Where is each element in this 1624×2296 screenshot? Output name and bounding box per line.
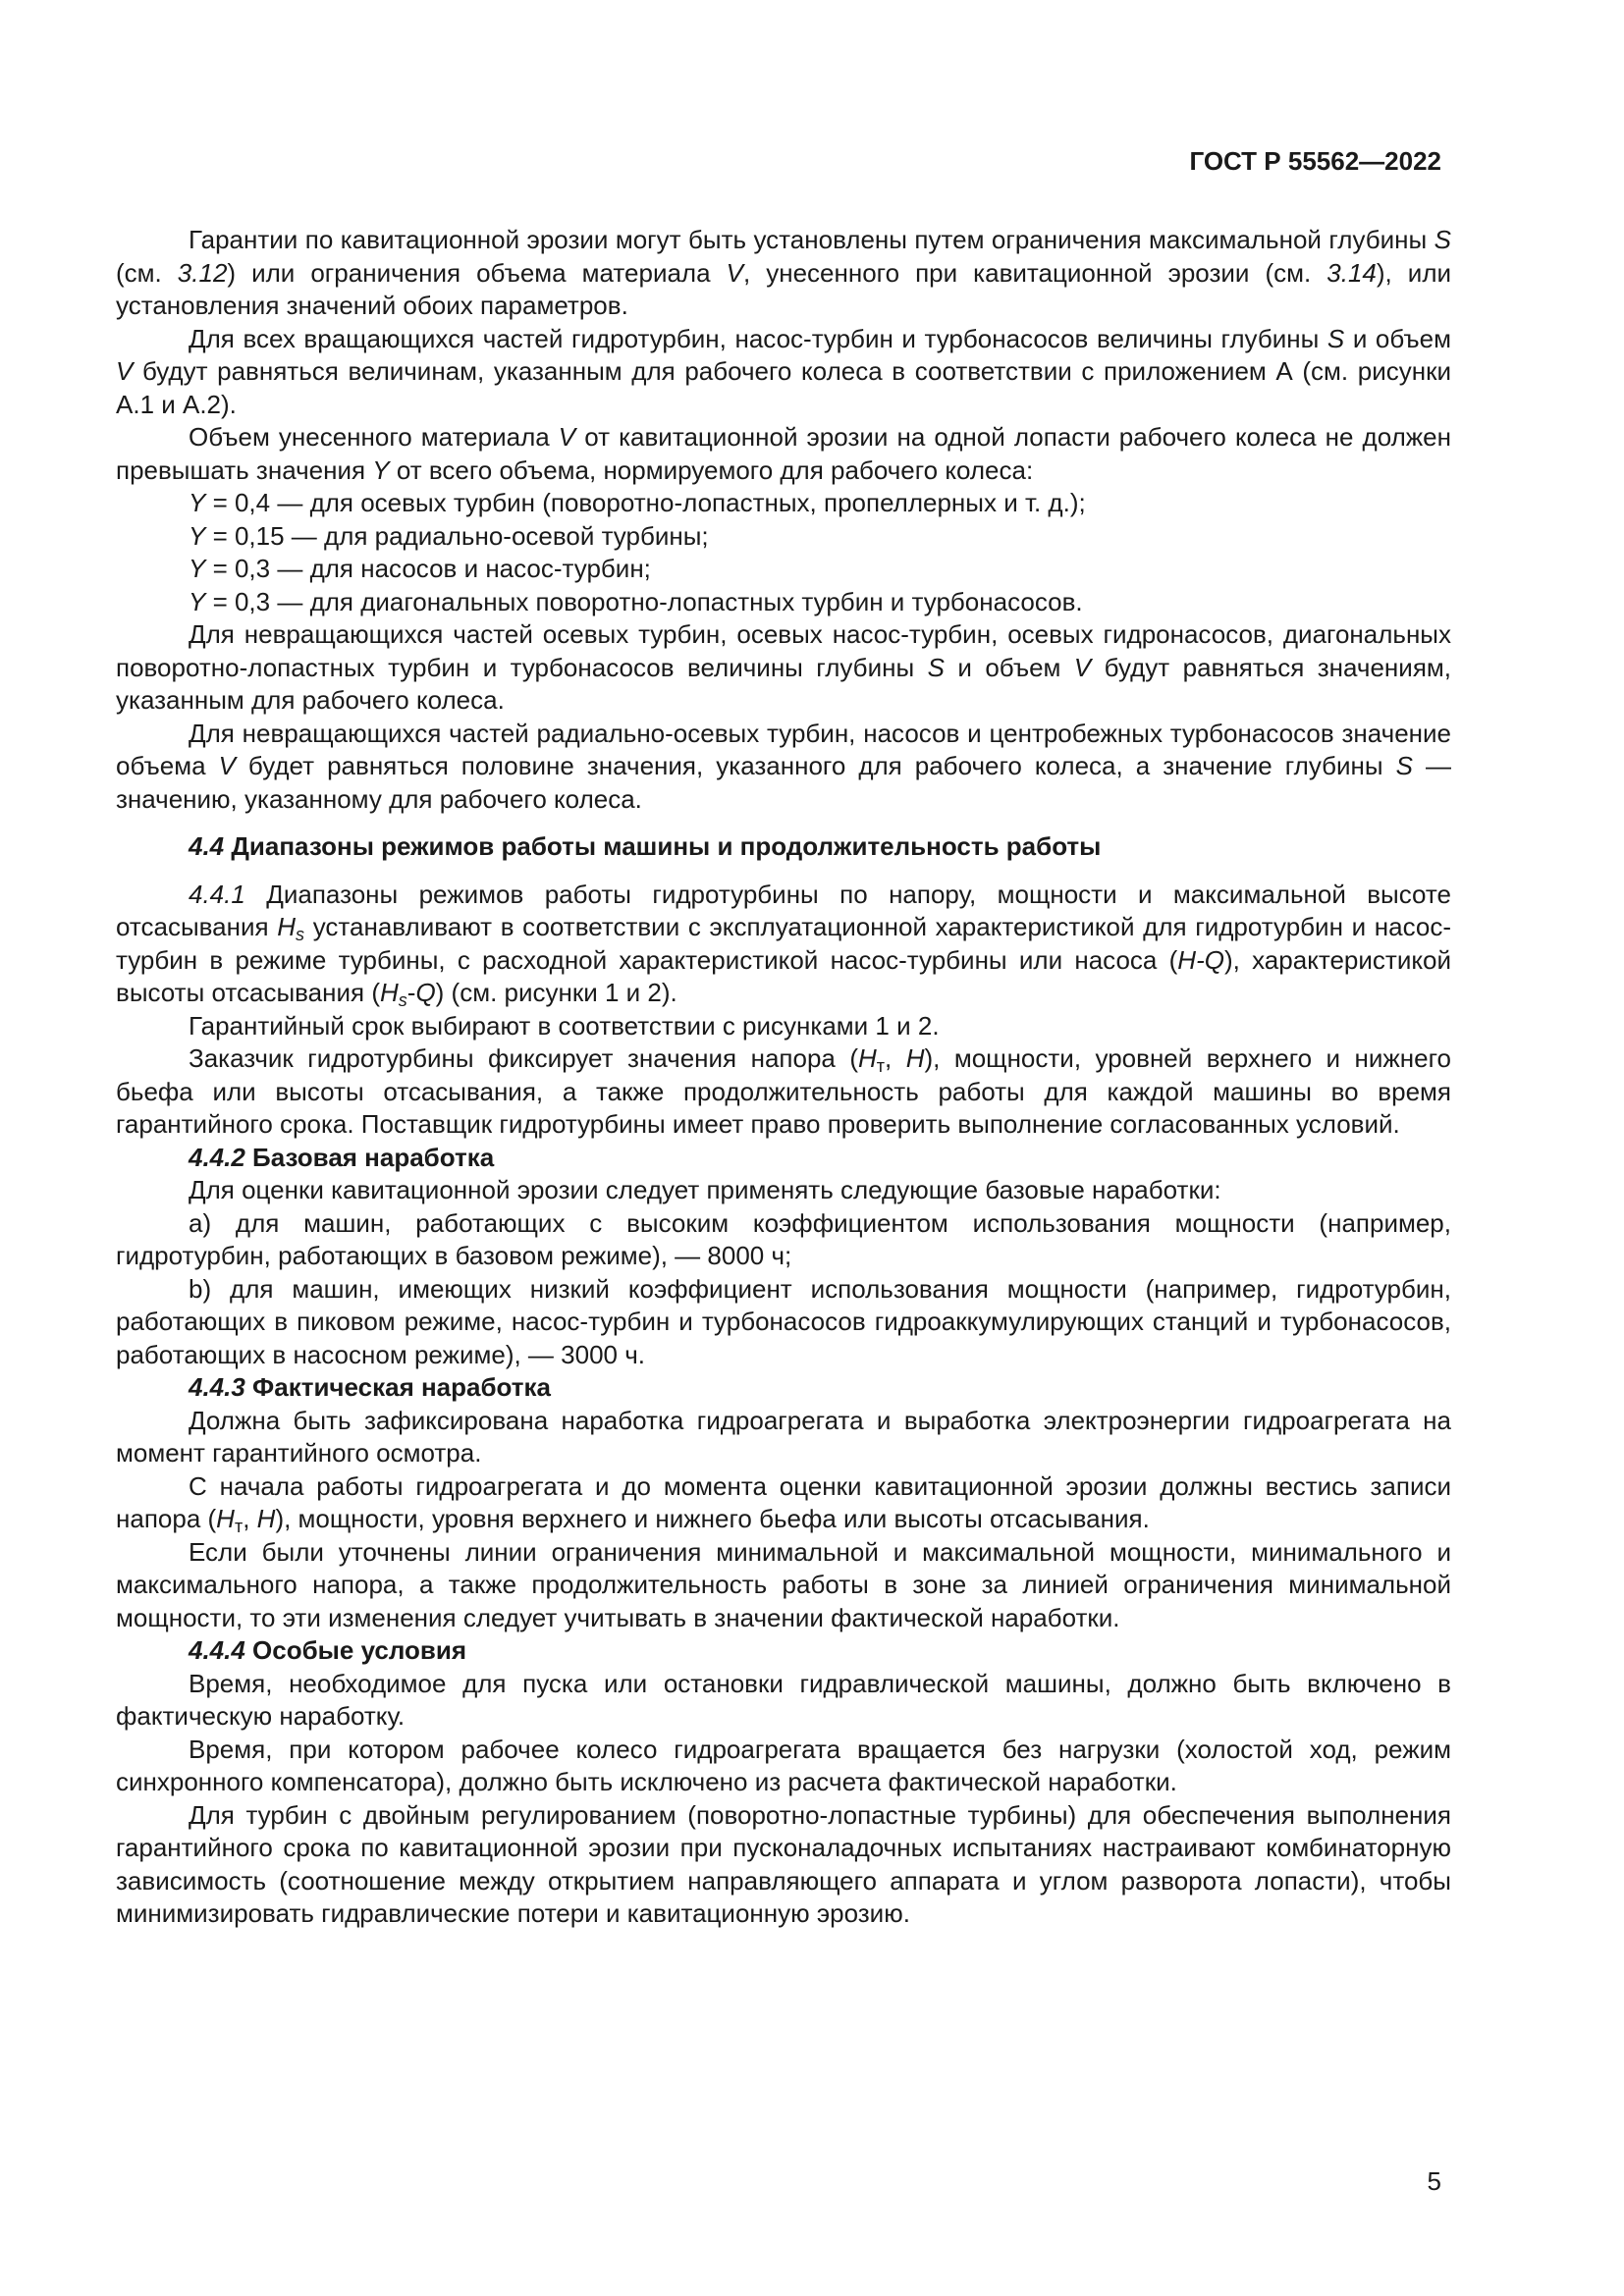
list-item-a: a) для машин, работающих с высоким коэффициентом использования мощности (например, гидротурбин, работающих в базовом режиме), — 8000 ч; [116,1207,1451,1270]
variable-s: S [1326,323,1345,353]
text-run: будут равняться значениям, указанным для рабочего колеса. [116,652,1451,715]
variable-v: V [1073,652,1092,682]
section-heading-4-4 [116,830,1451,864]
section-title: Диапазоны режимов работы машины и продолжительность работы [224,831,1102,861]
text-run: = 0,4 — для осевых турбин (поворотно-лопастных, пропеллерных и т. д.); [205,488,1086,517]
paragraph-limit-lines: Если были уточнены линии ограничения минимальной и максимальной мощности, минимального и максимального напора, а также продолжительность работы в зоне за линией ограничения минимальной мощности, то эти изменения следует учитывать в значении фактической наработки. [116,1536,1451,1632]
clause-reference: 3.12 [177,257,228,288]
text-run: = 0,3 — для диагональных поворотно-лопастных турбин и турбонасосов. [205,586,1083,616]
text-run: Заказчик гидротурбины фиксирует значения напора ( [189,1043,858,1073]
paragraph-erosion-guarantees [116,224,1451,323]
variable-s: S [927,652,945,682]
variable-y: Y [189,586,206,616]
text-run: будет равняться половине значения, указанного для рабочего колеса, а значение глубины [235,751,1396,780]
text-run: , [243,1504,257,1533]
paragraph-head-records [116,1470,1451,1536]
clause-reference: 3.14 [1326,257,1377,288]
text-run: - [406,978,416,1007]
subscript-s: s [398,990,407,1010]
paragraph-4-4-1 [116,879,1451,1010]
text-run: , унесенного при кавитационной эрозии (см. [742,257,1327,288]
text-run: от кавитационной эрозии на одной лопасти рабочего колеса не должен превышать значения [116,422,1452,485]
text-run: ), мощности, уровней верхнего и нижнего бьефа или высоты отсасывания, а также продолжительность работы для каждой машины во время гарантийного срока. Поставщик гидротурбины имеет право проверить выполнение согласованных условий. [116,1043,1451,1139]
text-run: ), или установления значений обоих параметров. [116,257,1452,320]
text-run: Для невращающихся частей радиально-осевых турбин, насосов и центробежных турбонасосов значение объема [116,718,1451,780]
text-run: Для всех вращающихся частей гидротурбин, насос-турбин и турбонасосов величины глубины [189,323,1327,353]
variable-v: V [116,356,134,386]
section-number: 4.4 [189,831,225,861]
text-run: Объем унесенного материала [189,422,559,452]
text-run: = 0,3 — для насосов и насос-турбин; [205,554,651,583]
text-run: Гарантии по кавитационной эрозии могут быть установлены путем ограничения максимальной глубины [189,225,1435,254]
variable-h: H [905,1043,925,1073]
text-run: — значению, указанному для рабочего колеса. [116,751,1451,814]
paragraph-volume-limit [116,421,1451,487]
variable-y: Y [189,554,206,583]
variable-s: S [1434,225,1451,254]
clause-number: 4.4.2 [189,1142,245,1172]
y-value-item [116,553,1451,586]
text-run: ), характеристикой высоты отсасывания ( [116,944,1451,1007]
y-value-item [116,586,1451,619]
text-run: и объем [1344,323,1451,353]
variable-q: Q [415,978,436,1007]
text-run: от всего объема, нормируемого для рабочего колеса: [389,454,1034,485]
text-run: Диапазоны режимов работы гидротурбины по напору, мощности и максимальной высоте отсасывания [116,879,1451,941]
variable-y: Y [189,488,206,517]
text-run: ) или ограничения объема материала [227,257,727,288]
paragraph-base-hours-intro: Для оценки кавитационной эрозии следует применять следующие базовые наработки: [189,1175,1221,1204]
y-value-item [116,487,1451,520]
text-run: = 0,15 — для радиально-осевой турбины; [205,520,709,551]
text-run: ), мощности, уровня верхнего и нижнего бьефа или высоты отсасывания. [275,1504,1150,1533]
subscript-s: s [296,925,305,944]
text-run: Для невращающихся частей осевых турбин, осевых насос-турбин, осевых гидронасосов, диагональных поворотно-лопастных турбин и турбонасосов величины глубины [116,619,1451,682]
text-run: (см. [116,257,178,288]
subsection-title: Фактическая наработка [244,1372,551,1402]
paragraph-start-stop-time: Время, необходимое для пуска или остановки гидравлической машины, должно быть включено в фактическую наработку. [116,1668,1451,1731]
paragraph-recorded-hours: Должна быть зафиксирована наработка гидроагрегата и выработка электроэнергии гидроагрегата на момент гарантийного осмотра. [116,1405,1451,1468]
variable-h: H [216,1504,235,1533]
text-run: и объем [944,652,1074,682]
paragraph-double-regulation: Для турбин с двойным регулированием (поворотно-лопастные турбины) для обеспечения выполнения гарантийного срока по кавитационной эрозии при пусконаладочных испытаниях настраивают комбинаторную зависимость (соотношение между открытием направляющего аппарата и углом разворота лопасти), чтобы минимизировать гидравлические потери и кавитационную эрозию. [116,1799,1451,1928]
document-body [116,224,1451,1931]
clause-number: 4.4.3 [189,1372,245,1402]
variable-s: S [1395,751,1413,780]
variable-v: V [218,751,236,780]
subscript-t: т [234,1517,244,1536]
standard-header: ГОСТ Р 55562—2022 [1189,146,1441,176]
subsection-heading-4-4-3 [116,1371,1451,1405]
variable-v: V [726,257,743,288]
variable-y: Y [189,520,206,551]
paragraph-nonrotating-axial [116,618,1451,718]
subsection-title: Особые условия [244,1635,467,1665]
subsection-title: Базовая наработка [244,1142,495,1172]
subsection-heading-4-4-2 [116,1142,1451,1175]
clause-number: 4.4.1 [189,879,245,909]
subscript-t: т [876,1056,886,1076]
variable-h-q: H-Q [1177,944,1224,975]
text-run: устанавливают в соответствии с эксплуатационной характеристикой для гидротурбин и насос-турбин в режиме турбины, с расходной характеристикой насос-турбины или насоса ( [116,912,1451,975]
text-run: С начала работы гидроагрегата и до момента оценки кавитационной эрозии должны вестись записи напора ( [116,1470,1451,1533]
paragraph-no-load-time: Время, при котором рабочее колесо гидроагрегата вращается без нагрузки (холостой ход, режим синхронного компенсатора), должно быть исключено из расчета фактической наработки. [116,1734,1451,1796]
variable-h: H [277,912,297,941]
paragraph-warranty-period: Гарантийный срок выбирают в соответствии с рисунками 1 и 2. [189,1010,940,1041]
variable-h: H [858,1043,877,1073]
variable-h: H [379,978,399,1007]
text-run: будут равняться величинам, указанным для рабочего колеса в соответствии с приложением А (см. рисунки А.1 и А.2). [116,356,1451,419]
subsection-heading-4-4-4 [116,1634,1451,1668]
paragraph-customer-records [116,1042,1451,1142]
variable-h: H [256,1504,276,1533]
y-value-item [116,520,1451,554]
variable-v: V [558,422,576,452]
page-number: 5 [1427,2166,1441,2196]
paragraph-nonrotating-radial [116,718,1451,817]
text-run: ) (см. рисунки 1 и 2). [435,978,677,1007]
clause-number: 4.4.4 [189,1635,245,1665]
variable-y: Y [372,454,390,485]
paragraph-rotating-parts [116,323,1451,422]
text-run: , [885,1043,906,1073]
list-item-b: b) для машин, имеющих низкий коэффициент использования мощности (например, гидротурбин, работающих в пиковом режиме, насос-турбин и турбонасосов гидроаккумулирующих станций и турбонасосов, работающих в насосном режиме), — 3000 ч. [116,1273,1451,1369]
